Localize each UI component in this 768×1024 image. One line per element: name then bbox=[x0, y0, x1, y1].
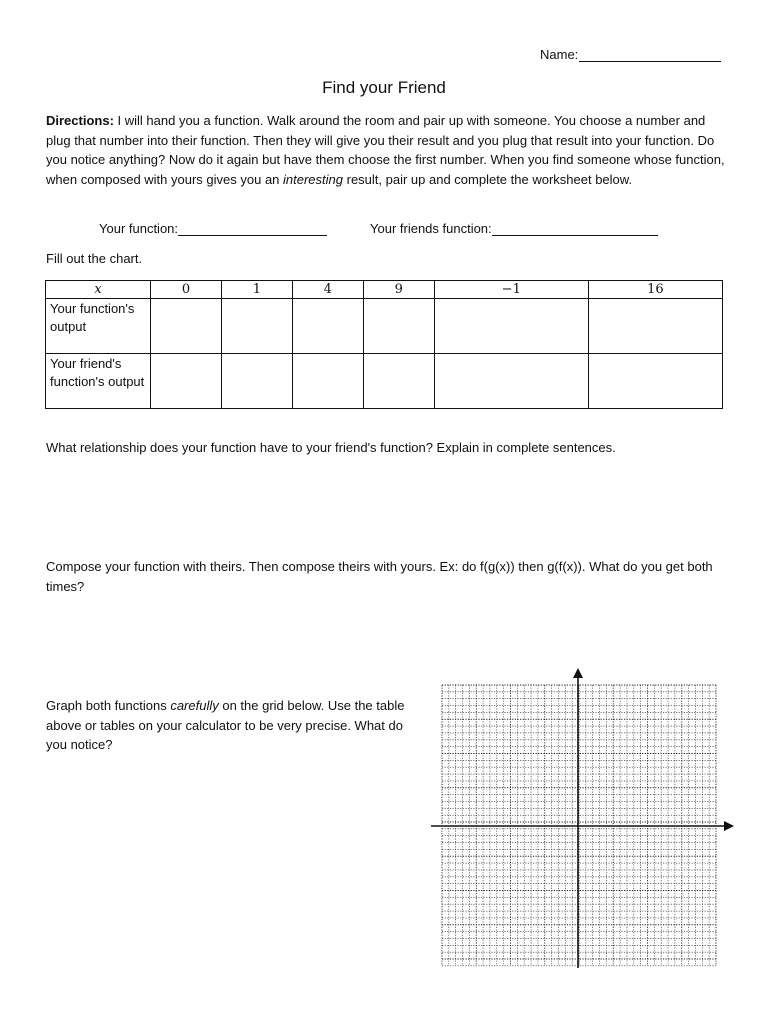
your-function-blank[interactable] bbox=[178, 221, 327, 236]
x-axis-arrow-icon bbox=[724, 821, 734, 831]
graph-instructions bbox=[46, 696, 416, 755]
directions-text-1: I will hand you a function. Walk around the room and pair up with someone. You choose a number and plug that number into their function. Then they will give you their result and you plug that result into your function. Do you notice anything? Now do it again but have them choose the first number. When you find someone whose function, when composed with yours gives you an bbox=[46, 113, 725, 187]
chart-cell[interactable] bbox=[221, 299, 292, 354]
chart-x-value: 9 bbox=[363, 281, 434, 299]
friend-function-blank[interactable] bbox=[492, 221, 658, 236]
chart-cell[interactable] bbox=[363, 354, 434, 409]
chart-cell[interactable] bbox=[588, 354, 722, 409]
chart-x-value: 0 bbox=[151, 281, 222, 299]
compose-question: Compose your function with theirs. Then compose theirs with yours. Ex: do f(g(x)) then g(f(x)). What do you get both times? bbox=[46, 559, 713, 594]
chart-x-value: 4 bbox=[292, 281, 363, 299]
chart-cell[interactable] bbox=[151, 354, 222, 409]
directions-text-2: result, pair up and complete the worksheet below. bbox=[343, 171, 633, 187]
page-title: Find your Friend bbox=[322, 78, 446, 97]
graph-text-1: Graph both functions bbox=[46, 698, 171, 713]
chart-x-value: 16 bbox=[588, 281, 722, 299]
chart-header-row bbox=[46, 281, 723, 299]
friend-output-label: Your friend's function's output bbox=[46, 354, 151, 409]
chart-cell[interactable] bbox=[292, 354, 363, 409]
directions-paragraph bbox=[46, 111, 726, 189]
directions-label: Directions: bbox=[46, 113, 114, 128]
chart-cell[interactable] bbox=[434, 299, 588, 354]
friend-function-field bbox=[370, 221, 658, 236]
chart-cell[interactable] bbox=[221, 354, 292, 409]
name-blank[interactable] bbox=[579, 47, 721, 62]
chart-cell[interactable] bbox=[363, 299, 434, 354]
friend-output-row bbox=[46, 354, 723, 409]
your-output-label: Your function's output bbox=[46, 299, 151, 354]
directions-emphasis: interesting bbox=[283, 171, 343, 187]
chart-instruction: Fill out the chart. bbox=[46, 251, 143, 266]
name-field bbox=[540, 47, 721, 62]
chart-cell[interactable] bbox=[292, 299, 363, 354]
your-function-label: Your function: bbox=[99, 221, 179, 236]
your-function-field bbox=[99, 221, 327, 236]
relationship-question: What relationship does your function have to your friend's function? Explain in complete sentences. bbox=[46, 440, 616, 455]
chart-x-value: 1 bbox=[221, 281, 292, 299]
function-chart bbox=[45, 280, 723, 409]
y-axis-arrow-icon bbox=[573, 668, 583, 678]
chart-x-value: −1 bbox=[434, 281, 588, 299]
coordinate-grid[interactable] bbox=[428, 666, 738, 971]
graph-text-2: on the grid below. Use the table above or tables on your calculator to be very precise. What do you notice? bbox=[46, 698, 405, 752]
graph-emphasis: carefully bbox=[170, 698, 219, 713]
friend-function-label: Your friends function: bbox=[370, 221, 492, 236]
your-output-row bbox=[46, 299, 723, 354]
chart-cell[interactable] bbox=[588, 299, 722, 354]
chart-cell[interactable] bbox=[434, 354, 588, 409]
name-label: Name: bbox=[540, 47, 579, 62]
chart-cell[interactable] bbox=[151, 299, 222, 354]
chart-header-x: x bbox=[46, 281, 151, 299]
